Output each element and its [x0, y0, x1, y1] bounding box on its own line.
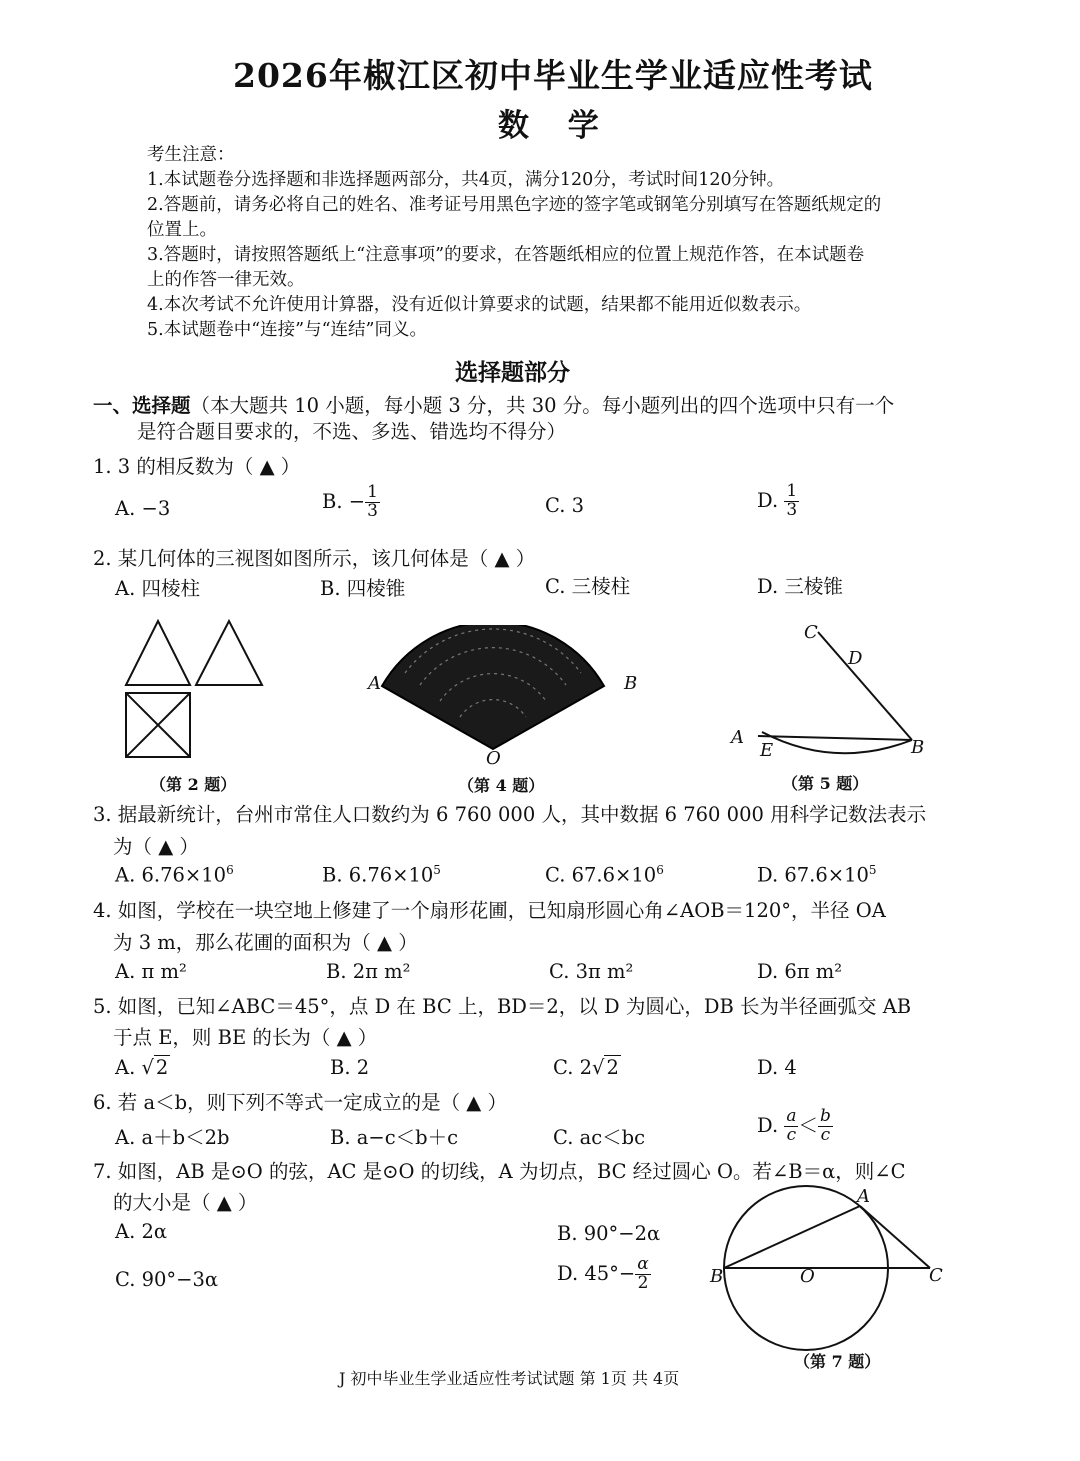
fraction-numerator: 1	[367, 482, 378, 502]
q5-option-a: A. √ 2	[115, 1056, 169, 1079]
q6-option-d-frac-1	[784, 1108, 798, 1145]
q7-option-d-fraction	[635, 1256, 650, 1293]
q7-option-c: C. 90°−3α	[115, 1268, 219, 1291]
q6-option-d-frac-2	[818, 1108, 833, 1145]
tangent-ac	[860, 1206, 930, 1268]
question-5-stem-cont: 于点 E，则 BE 的长为（ ▲ ）	[113, 1026, 378, 1049]
fraction-numerator: b	[820, 1106, 831, 1126]
notice-line: 4.本次考试不允许使用计算器，没有近似计算要求的试题，结果都不能用近似数表示。	[147, 295, 812, 315]
q3-option-a-base: A. 6.76×10	[115, 863, 227, 887]
q3-option-c-exponent: 6	[656, 863, 664, 877]
q7-option-d	[557, 1256, 651, 1293]
q2-option-d: D. 三棱锥	[757, 575, 843, 598]
q1-option-d-label: D.	[757, 488, 779, 512]
q1-option-b-sign: B. −	[322, 489, 366, 513]
question-5-stem: 5. 如图，已知∠ABC＝45°，点 D 在 BC 上，BD＝2，以 D 为圆心，DB 长为半径画弧交 AB	[93, 995, 912, 1018]
figure-5-label-e: E	[760, 740, 774, 761]
notice-line: 3.答题时，请按照答题纸上“注意事项”的要求，在答题纸相应的位置上规范作答，在本试题卷	[147, 245, 865, 265]
q2-option-c: C. 三棱柱	[545, 575, 631, 598]
question-7-stem: 7. 如图，AB 是⊙O 的弦，AC 是⊙O 的切线，A 为切点，BC 经过圆心 O。若∠B＝α，则∠C	[93, 1160, 906, 1183]
figure-7-label-c: C	[929, 1265, 943, 1286]
segment-ab	[758, 736, 912, 740]
q3-option-b	[322, 863, 441, 887]
section-title: 选择题部分	[455, 359, 570, 386]
fraction-numerator: a	[786, 1106, 797, 1126]
q4-option-a: A. π m²	[115, 960, 187, 983]
q1-option-b-fraction	[365, 484, 380, 521]
side-view-triangle	[196, 621, 262, 685]
q1-option-d-fraction	[784, 483, 799, 520]
q4-option-d: D. 6π m²	[757, 960, 843, 983]
q6-option-d	[757, 1108, 833, 1145]
front-view-triangle	[126, 621, 190, 685]
q5-option-b: B. 2	[330, 1056, 370, 1079]
q3-option-d	[757, 863, 877, 887]
question-4-stem: 4. 如图，学校在一块空地上修建了一个扇形花圃，已知扇形圆心角∠AOB＝120°，半径 OA	[93, 899, 886, 922]
q3-option-a-exponent: 6	[226, 863, 234, 877]
segment-bc	[818, 632, 912, 740]
figure-5-label-c: C	[804, 622, 818, 643]
figure-7-label-a: A	[857, 1186, 870, 1207]
q3-option-d-base: D. 67.6×10	[757, 863, 869, 887]
part1-desc-cont: 是符合题目要求的，不选、多选、错选均不得分）	[137, 420, 567, 443]
question-3-stem-cont: 为（ ▲ ）	[113, 835, 199, 858]
notice-line: 2.答题前，请务必将自己的姓名、准考证号用黑色字迹的签字笔或钢笔分别填写在答题纸规定的	[147, 195, 882, 215]
q5-option-d: D. 4	[757, 1056, 797, 1079]
q3-option-b-exponent: 5	[433, 863, 441, 877]
question-3-stem: 3. 据最新统计，台州市常住人口数约为 6 760 000 人，其中数据 6 760 000 用科学记数法表示	[93, 803, 927, 826]
question-1-stem: 1. 3 的相反数为（ ▲ ）	[93, 455, 301, 478]
q6-option-b: B. a−c＜b＋c	[330, 1126, 459, 1149]
notice-block	[147, 143, 881, 343]
q6-option-c: C. ac＜bc	[553, 1126, 646, 1149]
q5-option-c-radicand: 2	[606, 1056, 619, 1079]
q7-option-d-base: D. 45°−	[557, 1261, 636, 1285]
part1-desc: （本大题共 10 小题，每小题 3 分，共 30 分。每小题列出的四个选项中只有一个	[190, 394, 895, 417]
q3-option-d-exponent: 5	[868, 863, 877, 877]
q3-option-b-base: B. 6.76×10	[322, 863, 434, 887]
q7-option-a: A. 2α	[115, 1220, 168, 1243]
arc-db	[762, 732, 912, 753]
fraction-denominator: c	[786, 1124, 797, 1145]
q3-option-a	[115, 863, 234, 887]
notice-line: 5.本试题卷中“连接”与“连结”同义。	[147, 320, 427, 340]
q6-option-d-label: D.	[757, 1113, 779, 1137]
fraction-denominator: c	[820, 1124, 831, 1145]
figure-5-caption: （第 5 题）	[782, 774, 869, 793]
q5-option-c-coef: C. 2	[553, 1056, 593, 1079]
q2-option-a: A. 四棱柱	[115, 577, 200, 600]
notice-line: 位置上。	[147, 220, 217, 240]
q5-option-a-label: A.	[115, 1056, 136, 1079]
figure-5-label-d: D	[848, 648, 863, 669]
question-2-stem: 2. 某几何体的三视图如图所示，该几何体是（ ▲ ）	[93, 547, 536, 570]
page-footer: J 初中毕业生学业适应性考试试题 第 1页 共 4页	[339, 1369, 680, 1388]
q3-option-c-base: C. 67.6×10	[545, 863, 657, 887]
fraction-numerator: 1	[786, 481, 798, 501]
question-7-stem-cont: 的大小是（ ▲ ）	[113, 1191, 258, 1214]
q7-option-b: B. 90°−2α	[557, 1222, 661, 1245]
figure-5-label-a: A	[731, 727, 744, 748]
q1-option-b	[322, 484, 380, 521]
figure-4-sector	[360, 625, 660, 775]
exam-subject: 数 学	[498, 108, 613, 144]
q1-option-c: C. 3	[545, 494, 585, 517]
q2-option-b: B. 四棱锥	[320, 577, 406, 600]
q6-option-a: A. a＋b＜2b	[115, 1126, 230, 1149]
question-4-stem-cont: 为 3 m，那么花圃的面积为（ ▲ ）	[113, 931, 418, 954]
q5-option-a-radicand: 2	[155, 1056, 169, 1079]
part1-heading	[93, 390, 894, 418]
figure-5-label-b: B	[911, 737, 925, 758]
figure-4-label-a: A	[368, 673, 381, 694]
figure-7-circle	[710, 1180, 950, 1360]
figure-5-geometry	[740, 620, 940, 760]
notice-heading: 考生注意：	[147, 145, 235, 165]
q4-option-c: C. 3π m²	[549, 960, 634, 983]
figure-7-caption: （第 7 题）	[794, 1352, 881, 1371]
q6-option-d-operator: ＜	[798, 1113, 818, 1137]
figure-7-label-b: B	[710, 1266, 724, 1287]
figure-4-label-b: B	[624, 673, 638, 694]
q1-option-d	[757, 483, 799, 520]
question-6-stem: 6. 若 a＜b，则下列不等式一定成立的是（ ▲ ）	[93, 1091, 508, 1114]
fraction-denominator: 2	[637, 1272, 649, 1293]
q4-option-b: B. 2π m²	[326, 960, 411, 983]
sector-shape	[382, 625, 604, 749]
figure-4-label-o: O	[486, 748, 501, 769]
notice-line: 上的作答一律无效。	[147, 270, 305, 290]
q3-option-c	[545, 863, 664, 887]
q1-option-a: A. −3	[115, 497, 171, 520]
exam-title: 2026年椒江区初中毕业生学业适应性考试	[233, 56, 873, 95]
part1-label: 一、选择题	[93, 394, 191, 417]
fraction-denominator: 3	[786, 499, 798, 520]
figure-2-three-views	[118, 615, 268, 765]
figure-2-caption: （第 2 题）	[150, 775, 237, 794]
fraction-denominator: 3	[367, 500, 378, 521]
q5-option-c: C. 2√ 2	[553, 1056, 619, 1079]
figure-7-label-o: O	[800, 1266, 815, 1287]
notice-line: 1.本试题卷分选择题和非选择题两部分，共4页，满分120分，考试时间120分钟。	[147, 170, 785, 190]
figure-4-caption: （第 4 题）	[458, 776, 545, 795]
fraction-numerator: α	[637, 1254, 649, 1274]
